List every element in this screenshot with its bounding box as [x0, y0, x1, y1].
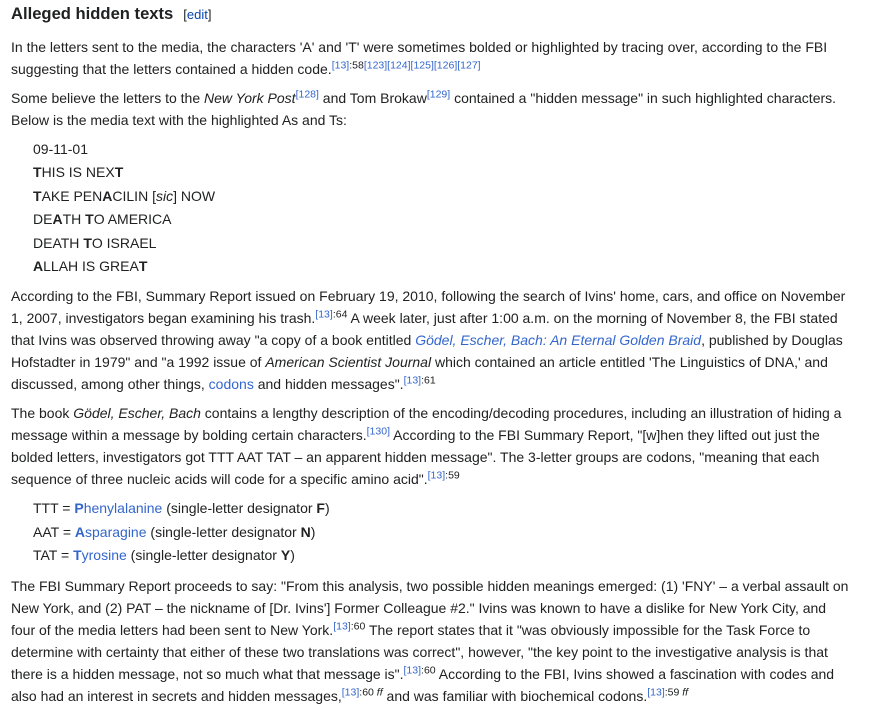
- p2-text-a: Some believe the letters to the: [11, 90, 204, 106]
- amino-acid-name: henylalanine: [83, 500, 163, 517]
- poem-date: 09-11-01: [33, 141, 89, 157]
- cite-130[interactable]: [130]: [366, 425, 390, 438]
- p1-text: In the letters sent to the media, the characters 'A' and 'T' were sometimes bolded or highlighted by tracing over, according to the FBI suggesting that the letters contained a hidden code.: [11, 39, 828, 77]
- poem-line-1: [33, 161, 851, 184]
- poem-text: AKE PEN: [41, 187, 103, 204]
- codon-code: AAT =: [33, 523, 75, 540]
- tyrosine-link[interactable]: [73, 547, 127, 563]
- poem-line-5: [33, 255, 851, 278]
- cite-page: :59: [445, 469, 460, 482]
- p4-text-c: According to the FBI Summary Report, "[w]hen they lifted out just the bolded letters, investigators got TTT AAT TAT – an apparent hidden message". The 3-letter groups are codons, "meaning that each sequence of three nucleic acids will code for a specific amino acid".: [11, 427, 820, 488]
- codon-desc: (single-letter designator: [146, 523, 301, 540]
- codon-close: ): [290, 547, 295, 564]
- poem-text: O AMERICA: [93, 211, 172, 228]
- codon-close: ): [310, 523, 316, 540]
- cite-page: :61: [421, 374, 436, 387]
- amino-acid-name: yrosine: [81, 547, 127, 564]
- poem-text: DEATH: [33, 234, 84, 251]
- codon-list: [33, 497, 851, 567]
- p3-text-b: A week later, just after 1:00 a.m. on the morning of November 8, the FBI stated that Ivins was observed throwing away "a copy of a book entitled: [11, 310, 838, 349]
- highlight-t: T: [83, 234, 92, 251]
- codon-item: [33, 497, 851, 520]
- section-heading: [11, 4, 851, 26]
- p4-text-a: The book: [11, 405, 74, 422]
- poem-text: DE: [33, 211, 53, 228]
- poem-text: LLAH IS GREA: [43, 257, 139, 274]
- designator: F: [316, 500, 325, 517]
- p5-text-d: and was familiar with biochemical codons.: [382, 687, 648, 704]
- journal-title: American Scientist Journal: [265, 354, 432, 371]
- p5-text-a: The FBI Summary Report proceeds to say: "From this analysis, two possible hidden meanings emerged: (1) 'FNY' – a verbal assault on New York, and (2) PAT – the nickname of [Dr. Ivins'] Former Colleague #2." Ivins was known to have a dislike for New York City, and four of the media letters had been sent to New York.: [11, 577, 849, 638]
- paragraph-1: [11, 36, 851, 80]
- poem-line-3: [33, 208, 851, 231]
- paragraph-4: [11, 402, 851, 490]
- cite-page: :59: [664, 685, 683, 698]
- poem-text: ] NOW: [173, 187, 216, 204]
- highlight-t: T: [114, 164, 124, 181]
- cite-13[interactable]: [13]: [315, 308, 333, 321]
- cite-13[interactable]: [13]: [333, 619, 351, 632]
- codon-desc: (single-letter designator: [162, 500, 317, 517]
- cite-13[interactable]: [13]: [403, 663, 422, 676]
- p2-text-b: and Tom Brokaw: [318, 90, 427, 106]
- cite-128[interactable]: [128]: [295, 88, 319, 101]
- highlight-t: T: [85, 211, 94, 228]
- highlight-t: T: [138, 257, 148, 274]
- poem-text: O ISRAEL: [91, 234, 157, 251]
- p2-text-c: contained a "hidden message" in such highlighted characters. Below is the media text with the highlighted As and Ts:: [11, 90, 837, 128]
- paragraph-5: [11, 575, 851, 707]
- cite-page: :60: [359, 685, 377, 698]
- cite-129[interactable]: [129]: [426, 88, 451, 101]
- cite-124[interactable]: [124]: [387, 59, 411, 72]
- cite-ff: ff: [682, 685, 689, 698]
- p4-text-b: contains a lengthy description of the encoding/decoding procedures, including an illustration of hiding a message within a message by bolding certain characters.: [11, 405, 842, 444]
- cite-13[interactable]: [13]: [427, 469, 446, 482]
- highlight-a: A: [52, 211, 63, 228]
- cite-13[interactable]: [13]: [341, 685, 360, 698]
- cite-13[interactable]: [13]: [647, 685, 665, 698]
- cite-127[interactable]: [127]: [457, 59, 481, 72]
- paragraph-2: [11, 87, 851, 131]
- codon-close: ): [324, 500, 330, 517]
- poem-line-4: [33, 232, 851, 255]
- codons-link[interactable]: codons: [208, 376, 254, 393]
- codon-code: TTT =: [33, 500, 75, 517]
- citation-group-1: [332, 59, 481, 71]
- highlight-a: A: [33, 257, 44, 274]
- p5-text-b: The report states that it "was obviously impossible for the Task Force to determine with certainty that either of these two translations was correct", however, "the key point to the investigative analysis is that there is a hidden message, not so much what that message is".: [11, 621, 828, 682]
- codon-code: TAT =: [33, 547, 74, 564]
- highlight-a: A: [102, 187, 113, 204]
- designator: Y: [280, 547, 291, 564]
- poem-line-2: [33, 185, 851, 208]
- asparagine-link[interactable]: [75, 524, 147, 540]
- poem-text: TH: [62, 211, 86, 228]
- sic-note: sic: [155, 187, 174, 204]
- section-title: Alleged hidden texts: [11, 4, 174, 23]
- p3-text-c: , published by Douglas Hofstadter in 1979" and "a 1992 issue of: [11, 332, 843, 371]
- cite-page: :58: [349, 59, 364, 72]
- cite-ff: ff: [376, 685, 383, 698]
- geb-title: Gödel, Escher, Bach: An Eternal Golden Braid: [415, 332, 702, 349]
- cite-126[interactable]: [126]: [433, 59, 458, 72]
- highlight-t: T: [33, 164, 42, 181]
- cite-page: :60: [350, 619, 366, 632]
- p3-text-a: According to the FBI, Summary Report issued on February 19, 2010, following the search of Ivins' home, cars, and office on November 1, 2007, investigators began examining his trash.: [11, 288, 846, 327]
- poem-text: HIS IS NEX: [41, 164, 115, 181]
- cite-page: :64: [332, 308, 348, 321]
- edit-section: [edit]: [183, 7, 212, 22]
- amino-acid-name: sparagine: [85, 523, 147, 540]
- codon-item: [33, 521, 851, 544]
- codon-item: [33, 544, 851, 567]
- codon-desc: (single-letter designator: [126, 547, 281, 564]
- cite-13[interactable]: [13]: [331, 59, 350, 72]
- p2-newspaper: New York Post: [204, 90, 296, 106]
- paragraph-3: [11, 285, 851, 395]
- book-title: Gödel, Escher, Bach: [73, 405, 201, 422]
- codon-initial: A: [74, 523, 86, 540]
- cite-page: :60: [421, 663, 436, 676]
- p3-text-d: which contained an article entitled 'The Linguistics of DNA,' and discussed, among other things,: [11, 354, 828, 393]
- hidden-text-poem: [33, 138, 851, 278]
- cite-125[interactable]: [125]: [410, 59, 434, 72]
- poem-text: CILIN [: [112, 187, 156, 204]
- phenylalanine-link[interactable]: [74, 500, 162, 516]
- p3-text-e: and hidden messages".: [253, 376, 404, 393]
- codon-initial: P: [74, 500, 84, 517]
- codon-initial: T: [73, 547, 82, 564]
- edit-link[interactable]: edit: [186, 7, 208, 22]
- cite-123[interactable]: [123]: [363, 59, 388, 72]
- cite-13[interactable]: [13]: [403, 374, 422, 387]
- geb-book-link[interactable]: [415, 332, 701, 348]
- p5-text-c: According to the FBI, Ivins showed a fascination with codes and also had an interest in secrets and hidden messages,: [11, 665, 835, 704]
- designator: N: [300, 523, 311, 540]
- highlight-t: T: [33, 187, 42, 204]
